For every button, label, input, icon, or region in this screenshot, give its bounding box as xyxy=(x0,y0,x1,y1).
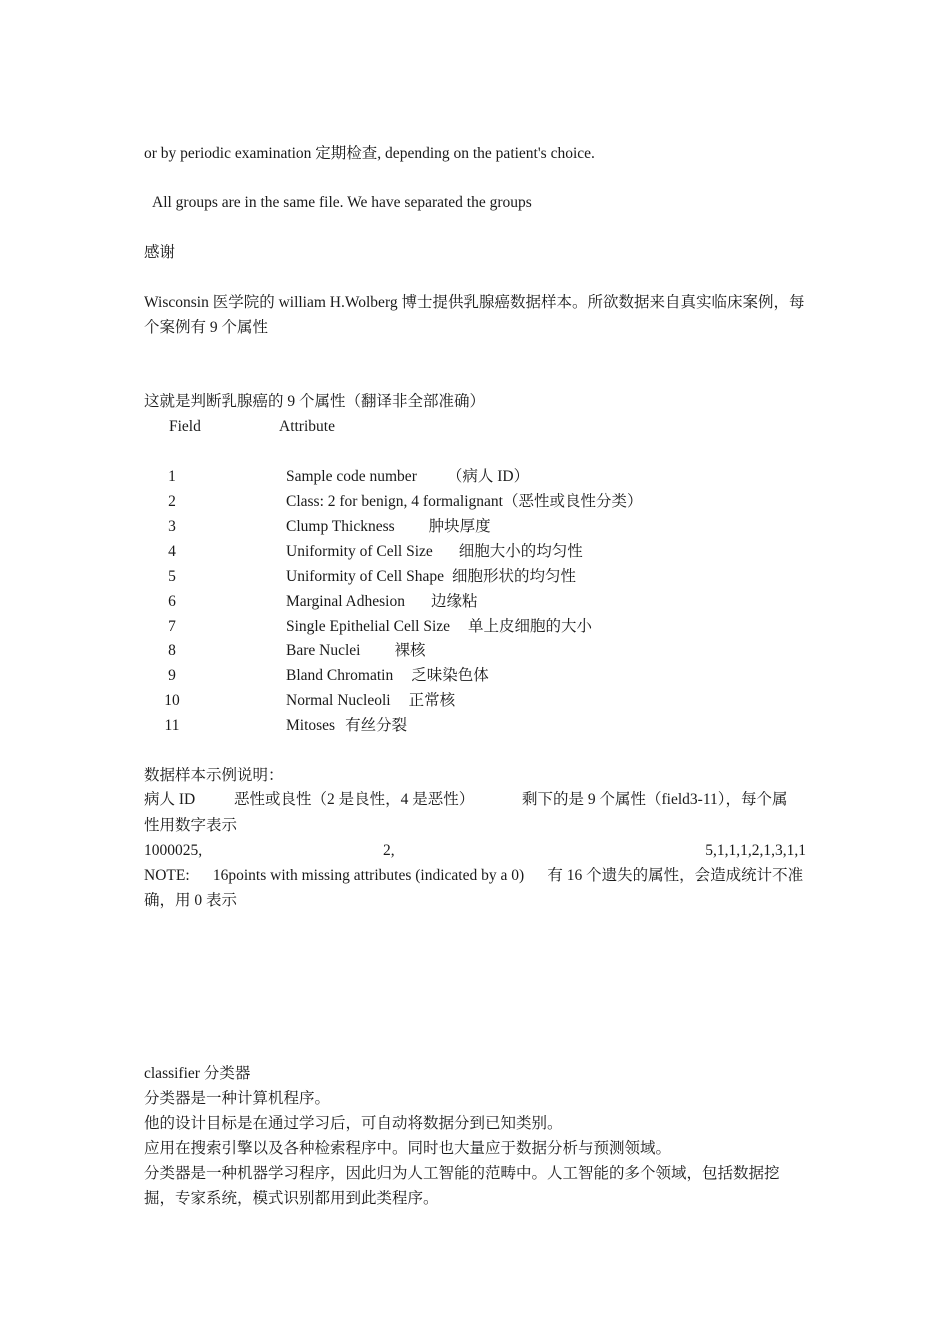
attribute-name: Bland Chromatin xyxy=(286,667,394,684)
attribute-name: Single Epithelial Cell Size xyxy=(286,618,451,635)
field-number: 2 xyxy=(168,493,176,510)
attribute-row xyxy=(286,542,583,562)
sample-desc-class: 恶性或良性（2 是良性，4 是恶性） xyxy=(234,791,475,808)
attribute-translation: 单上皮细胞的大小 xyxy=(468,618,593,635)
attribute-name: Uniformity of Cell Shape xyxy=(286,568,444,585)
attribute-translation: 乏味染色体 xyxy=(411,667,489,684)
thanks-heading: 感谢 xyxy=(144,244,176,261)
attribute-translation: 细胞形状的均匀性 xyxy=(452,568,577,585)
attribute-row xyxy=(286,517,491,537)
attribute-name: Mitoses xyxy=(286,717,336,734)
attribute-translation: （恶性或良性分类） xyxy=(502,493,643,510)
intro-line-2: All groups are in the same file. We have separated the groups xyxy=(152,194,532,211)
sample-desc-attributes: 剩下的是 9 个属性（field3-11），每个属 xyxy=(522,791,788,808)
attribute-row xyxy=(286,641,425,661)
attribute-translation: 边缘粘 xyxy=(430,593,478,610)
attribute-name: Sample code number xyxy=(286,468,417,485)
example-id: 1000025, xyxy=(144,842,203,859)
attribute-row xyxy=(286,666,489,686)
attribute-name: Clump Thickness xyxy=(286,518,395,535)
sample-desc-id: 病人 ID xyxy=(144,791,196,808)
attribute-row xyxy=(286,567,576,587)
field-number: 3 xyxy=(168,518,176,535)
attribute-translation: 肿块厚度 xyxy=(428,518,491,535)
example-class: 2, xyxy=(383,842,395,859)
intro-line-1: or by periodic examination 定期检查, depending on the patient's choice. xyxy=(144,145,595,162)
field-number: 7 xyxy=(168,618,176,635)
attribute-row xyxy=(286,716,407,736)
attributes-heading: 这就是判断乳腺癌的 9 个属性（翻译非全部准确） xyxy=(144,393,486,410)
example-values: 5,1,1,1,2,1,3,1,1 xyxy=(705,842,806,859)
classifier-heading: classifier 分类器 xyxy=(144,1065,251,1082)
attribute-name: Marginal Adhesion xyxy=(286,593,405,610)
field-number: 5 xyxy=(168,568,176,585)
classifier-line-1: 分类器是一种计算机程序。 xyxy=(144,1090,331,1107)
attribute-row xyxy=(286,467,529,487)
attribute-name: Bare Nuclei xyxy=(286,642,361,659)
attribute-name: Uniformity of Cell Size xyxy=(286,543,433,560)
attribute-row xyxy=(286,617,592,637)
field-column-header: Field xyxy=(169,418,201,435)
attribute-translation: 正常核 xyxy=(408,692,456,709)
classifier-paragraph: 分类器是一种机器学习程序，因此归为人工智能的范畴中。人工智能的多个领域，包括数据挖掘，专家系统，模式识别都用到此类程序。 xyxy=(144,1165,780,1207)
thanks-paragraph: Wisconsin 医学院的 william H.Wolberg 博士提供乳腺癌数据样本。所欲数据来自真实临床案例，每个案例有 9 个属性 xyxy=(144,294,805,336)
sample-desc-continued: 性用数字表示 xyxy=(144,817,238,834)
attribute-name: Class: 2 for benign, 4 formalignant xyxy=(286,493,503,510)
attribute-column-header: Attribute xyxy=(279,418,335,435)
classifier-line-2: 他的设计目标是在通过学习后，可自动将数据分到已知类别。 xyxy=(144,1115,563,1132)
sample-heading: 数据样本示例说明： xyxy=(144,767,284,784)
attribute-name: Normal Nucleoli xyxy=(286,692,391,709)
attribute-translation: 细胞大小的均匀性 xyxy=(458,543,583,560)
field-number: 1 xyxy=(168,468,176,485)
missing-attributes-note: NOTE: 16points with missing attributes (indicated by a 0) 有 16 个遗失的属性，会造成统计不准确，用 0 表示 xyxy=(144,867,804,909)
attribute-row xyxy=(286,691,455,711)
field-number: 6 xyxy=(168,593,176,610)
field-number: 4 xyxy=(168,543,176,560)
attribute-translation: 裸核 xyxy=(394,642,426,659)
attribute-row xyxy=(286,592,477,612)
attribute-translation: （病人 ID） xyxy=(446,468,530,485)
classifier-line-3: 应用在搜索引擎以及各种检索程序中。同时也大量应于数据分析与预测领域。 xyxy=(144,1140,672,1157)
field-number: 11 xyxy=(164,717,180,734)
field-number: 10 xyxy=(164,692,180,709)
attribute-row xyxy=(286,492,642,512)
attribute-translation: 有丝分裂 xyxy=(345,717,408,734)
field-number: 9 xyxy=(168,667,176,684)
field-number: 8 xyxy=(168,642,176,659)
